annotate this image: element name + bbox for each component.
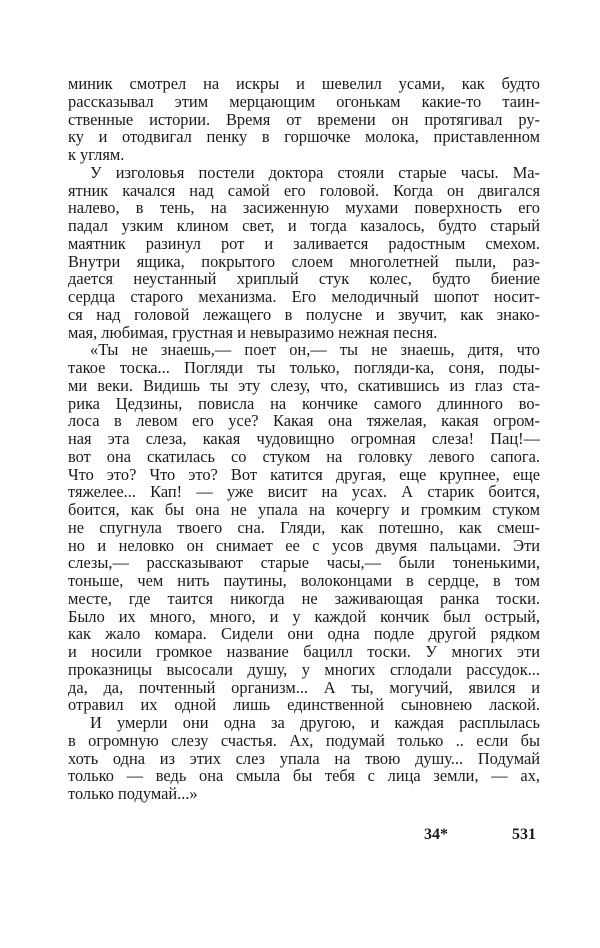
paragraph-4 [68,714,540,803]
text-line: ятник качался над самой его головой. Когда он двигался [68,180,540,200]
text-line: рассказывал этим мерцающим огонькам какие-то таин- [68,91,540,111]
text-line: только — ведь она смыла бы тебя с лица земли, — ах, [68,766,540,786]
text-line: ная эта слеза, какая чудовищно огромная слеза! Пац!— [68,429,540,448]
text-line: слезы,— рассказывают старые часы,— были тоненькими, [68,553,540,573]
text-line: «Ты не знаешь,— поет он,— ты не знаешь, дитя, что [90,340,540,360]
text-line: месте, где таится никогда не заживающая ранка тоски. [68,588,540,608]
text-line: дается неустанный хриплый стук колес, будто биение [68,269,540,289]
text-line: Что это? Что это? Вот катится другая, еще крупнее, еще [68,464,540,484]
text-line: Было их много, много, и у каждой кончик был острый, [68,606,540,626]
text-line: миник смотрел на искры и шевелил усами, как будто [68,74,540,93]
text-line: отравил их одной лишь единственной сыновнею лаской. [68,695,540,715]
text-line: У изголовья постели доктора стояли старые часы. Ма- [90,162,540,182]
text-line: маятник разинул рот и заливается радостным смехом. [68,233,540,253]
text-line: лоса в левом его усе? Какая она тяжелая, какая огром- [68,411,540,431]
text-line: ми веки. Видишь ты эту слезу, что, скатившись из глаз ста- [68,375,540,395]
text-line: боится, как бы она не упала на кочергу и громким стуком [68,500,540,519]
text-line: Внутри ящика, покрытого слоем многолетней пыли, раз- [68,251,540,271]
text-line: и носили громкое название бацилл тоски. У многих эти [68,642,540,661]
page-number: 531 [512,826,536,843]
text-line: падал узким клином свет, и тогда казалось, будто старый [68,216,540,235]
text-line: такое тоска... Погляди ты только, погляди-ка, соня, поды- [68,358,540,377]
text-line: ся над головой лежащего в полусне и звучит, как знако- [68,304,540,324]
text-line: только подумай...» [68,784,198,803]
text-line: тоньше, чем нить паутины, волоконцами в сердце, в том [68,571,540,590]
paragraph-3 [68,341,540,714]
text-line: в огромную слезу счастья. Ах, подумай только .. если бы [68,730,540,750]
text-line: к углям. [68,145,125,164]
text-line: налево, в тень, на засиженную мухами поверхность его [68,198,540,218]
page-body-text [68,75,540,803]
text-line: ственные истории. Время от времени он протягивал ру- [68,109,540,129]
text-line: И умерли они одна за другою, и каждая расплылась [90,713,540,732]
text-line: да, да, почтенный организм... А ты, могучий, явился и [68,677,540,697]
text-line: рика Цедзины, повисла на кончике самого длинного во- [68,393,540,413]
paragraph-2 [68,164,540,342]
text-line: вот она скатилась со стуком на головку левого сапога. [68,446,540,466]
paragraph-1 [68,75,540,164]
text-line: проказницы высосали душу, у многих сглодали рассудок... [68,659,540,679]
text-line: но и неловко он снимает ее с усов двумя пальцами. Эти [68,535,540,555]
text-line: не спугнула твоего сна. Гляди, как потешно, как смеш- [68,517,540,537]
text-line: тяжелее... Кап! — уже висит на усах. А старик боится, [68,482,540,502]
text-line: сердца старого механизма. Его мелодичный шопот носит- [68,287,540,306]
text-line: хоть одна из этих слез упала на твою душу... Подумай [68,748,540,768]
printer-signature-mark: 34* [424,826,448,843]
text-line: ку и отодвигал пенку в горшочке молока, приставленном [68,127,540,147]
text-line: как жало комара. Сидели они одна подле другой рядком [68,624,540,644]
text-line: мая, любимая, грустная и невыразимо нежная песня. [68,322,438,342]
